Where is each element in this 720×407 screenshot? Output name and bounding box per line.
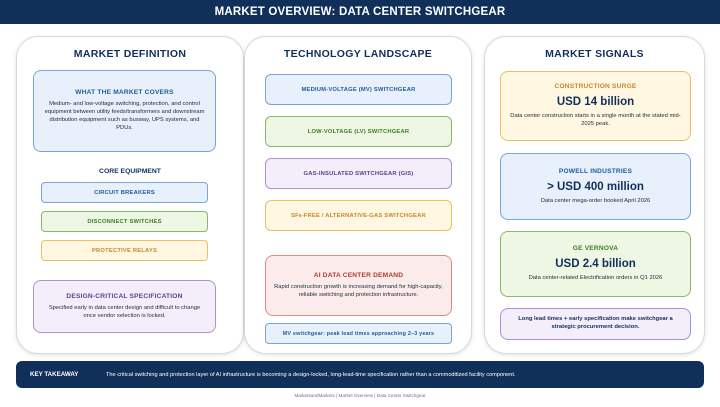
market-covers-text: Medium- and low-voltage switching, protection, and control equipment between utility feeds/transformers and downstream distribution equipment such as busway, UPS systems, and PDUs.	[44, 101, 205, 131]
key-takeaway-bar	[16, 361, 704, 388]
market-signals-title: MARKET SIGNALS	[545, 48, 644, 60]
signal-card-value: USD 14 billion	[556, 96, 635, 109]
signal-card-text: Data center-related Electrification orders in Q1 2026	[528, 275, 663, 282]
signal-card-ge-vernova	[500, 231, 691, 297]
sf6-suffix: -FREE / ALTERNATIVE-GAS SWITCHGEAR	[301, 212, 426, 219]
key-takeaway-text: The critical switching and protection layer of AI infrastructure is becoming a design-locked, long-lead-time specification rather than a commoditized facility component.	[106, 371, 516, 378]
signal-card-title: GE VERNOVA	[572, 245, 619, 253]
core-equipment-title: CORE EQUIPMENT	[99, 168, 161, 175]
core-item-protective-relays: PROTECTIVE RELAYS	[41, 240, 208, 261]
technology-landscape-panel	[244, 36, 472, 354]
signal-card-text: Data center construction starts in a single month at the stated mid-2025 peak.	[510, 113, 681, 127]
signals-note-box	[500, 308, 691, 340]
sf6-subscript: 6	[298, 213, 302, 218]
market-signals-panel	[484, 36, 705, 354]
page-footer: MarketsandMarkets | Market Overview | Data Center Switchgear	[294, 393, 426, 398]
key-takeaway-label: KEY TAKEAWAY	[30, 371, 79, 378]
signal-card-text: Data center mega-order booked April 2026	[540, 197, 651, 204]
signal-card-title: POWELL INDUSTRIES	[558, 167, 633, 175]
signal-card-value: > USD 400 million	[547, 180, 644, 193]
tech-item-lv-switchgear: LOW-VOLTAGE (LV) SWITCHGEAR	[265, 116, 452, 147]
market-covers-box	[33, 70, 216, 152]
signal-card-value: USD 2.4 billion	[555, 258, 636, 271]
design-spec-box	[33, 280, 216, 333]
market-covers-title: WHAT THE MARKET COVERS	[75, 89, 174, 97]
core-item-circuit-breakers: CIRCUIT BREAKERS	[41, 182, 208, 203]
market-definition-panel	[16, 36, 244, 354]
signals-note-text: Long lead times + early specification make switchgear a strategic procurement decision.	[518, 316, 673, 330]
signal-card-title: CONSTRUCTION SURGE	[554, 83, 637, 91]
signal-card-powell	[500, 153, 691, 220]
page-header	[0, 0, 720, 24]
ai-demand-title: AI DATA CENTER DEMAND	[313, 271, 404, 279]
ai-demand-text: Rapid construction growth is increasing demand for high-capacity, reliable switching and protection infrastructure.	[274, 283, 443, 298]
sf6-prefix: SF	[291, 212, 299, 219]
technology-landscape-title: TECHNOLOGY LANDSCAPE	[283, 48, 433, 60]
market-definition-title: MARKET DEFINITION	[73, 48, 187, 60]
tech-item-sf6-free-switchgear	[265, 200, 452, 231]
tech-item-gis-switchgear: GAS-INSULATED SWITCHGEAR (GIS)	[265, 158, 452, 189]
ai-demand-box	[265, 255, 452, 316]
page-title: MARKET OVERVIEW: DATA CENTER SWITCHGEAR	[214, 6, 506, 18]
design-spec-title: DESIGN-CRITICAL SPECIFICATION	[66, 292, 183, 300]
mv-lead-time-note: MV switchgear: peak lead times approaching 2–3 years	[265, 323, 452, 344]
design-spec-text: Specified early in data center design and difficult to change once vendor selection is locked.	[48, 304, 201, 319]
signal-card-construction	[500, 71, 691, 141]
core-item-disconnect-switches: DISCONNECT SWITCHES	[41, 211, 208, 232]
tech-item-mv-switchgear: MEDIUM-VOLTAGE (MV) SWITCHGEAR	[265, 74, 452, 105]
